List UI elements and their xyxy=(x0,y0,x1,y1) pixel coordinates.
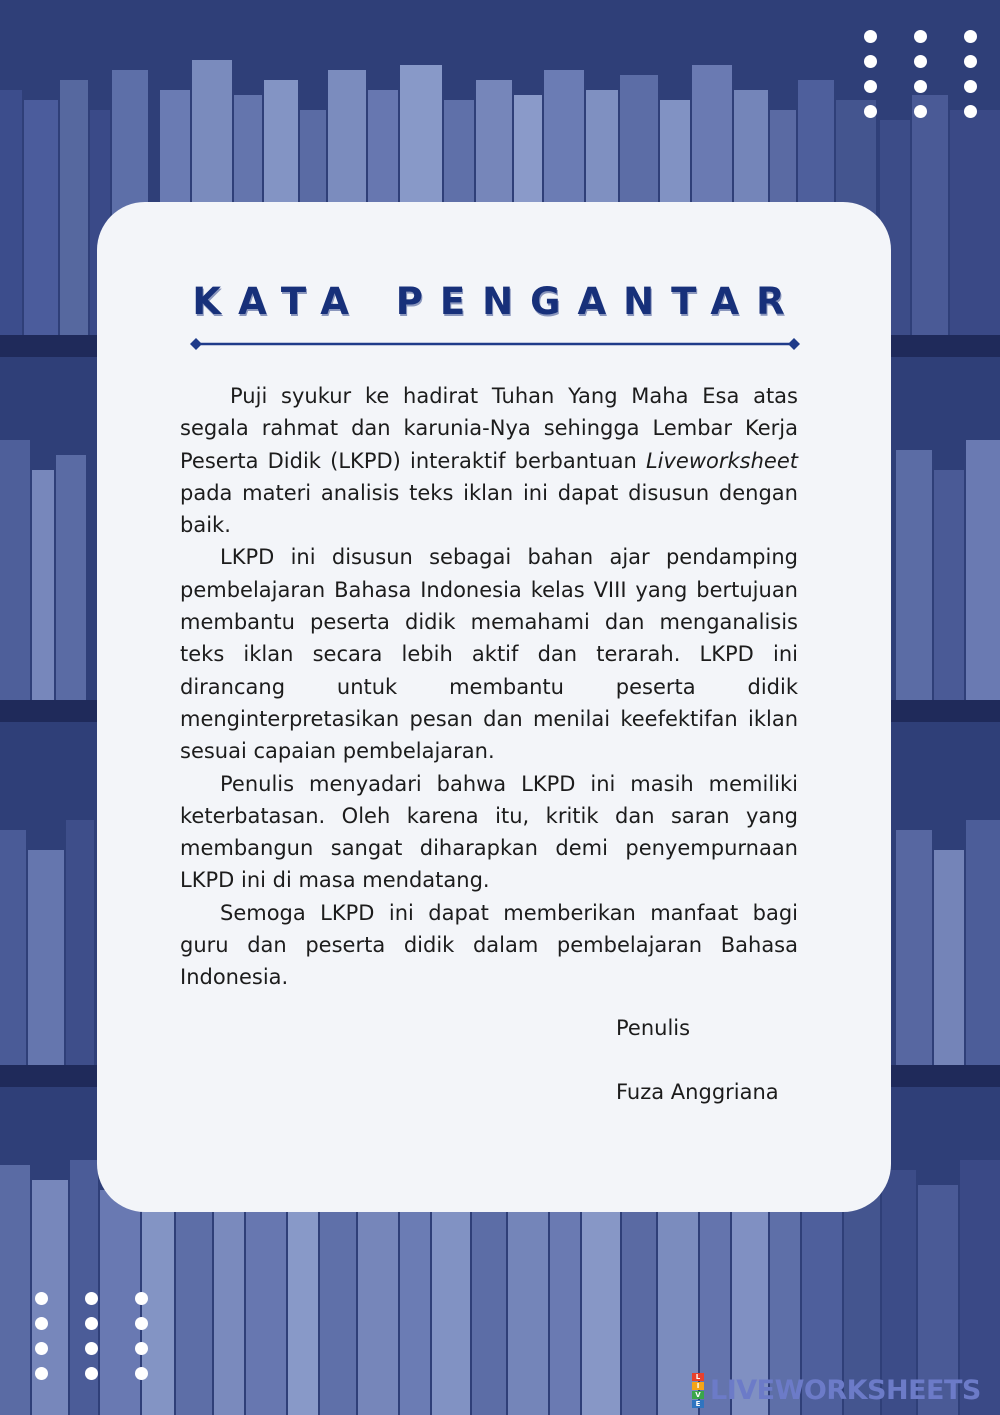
logo-letter-v: V xyxy=(692,1391,704,1399)
logo-letter-e: E xyxy=(692,1400,704,1408)
signature-name: Fuza Anggriana xyxy=(616,1080,779,1104)
signature-role: Penulis xyxy=(616,1016,691,1040)
logo-letter-i: I xyxy=(692,1382,704,1390)
watermark-text: LIVEWORKSHEETS xyxy=(710,1374,981,1406)
paragraph-1 xyxy=(180,380,798,541)
title-divider xyxy=(190,337,800,351)
decorative-dots-top-right xyxy=(864,30,977,118)
paragraph-1-text: Puji syukur ke hadirat Tuhan Yang Maha Esa atas segala rahmat dan karunia-Nya sehingga Lembar Kerja Peserta Didik (LKPD) interaktif berbantuan xyxy=(180,384,798,473)
foreword-body xyxy=(180,380,798,994)
liveworksheets-logo-icon xyxy=(692,1373,704,1408)
paragraph-1-italic: Liveworksheet xyxy=(645,448,798,473)
paragraph-2: LKPD ini disusun sebagai bahan ajar pendamping pembelajaran Bahasa Indonesia kelas VIII yang bertujuan membantu peserta didik memahami dan menganalisis teks iklan secara lebih aktif dan terarah. LKPD ini dirancang untuk membantu peserta didik menginterpretasikan pesan dan menilai keefektifan iklan sesuai capaian pembelajaran. xyxy=(180,545,798,764)
decorative-dots-bottom-left xyxy=(35,1292,148,1380)
paragraph-3: Penulis menyadari bahwa LKPD ini masih memiliki keterbatasan. Oleh karena itu, kritik dan saran yang membangun sangat diharapkan demi penyempurnaan LKPD ini di masa mendatang. xyxy=(180,771,798,893)
page-title: KATA PENGANTAR xyxy=(192,280,802,323)
liveworksheets-watermark xyxy=(692,1374,981,1406)
logo-letter-l: L xyxy=(692,1373,704,1381)
paragraph-4: Semoga LKPD ini dapat memberikan manfaat bagi guru dan peserta didik dalam pembelajaran Bahasa Indonesia. xyxy=(180,900,798,990)
paragraph-1-text-end: pada materi analisis teks iklan ini dapat disusun dengan baik. xyxy=(180,480,798,538)
